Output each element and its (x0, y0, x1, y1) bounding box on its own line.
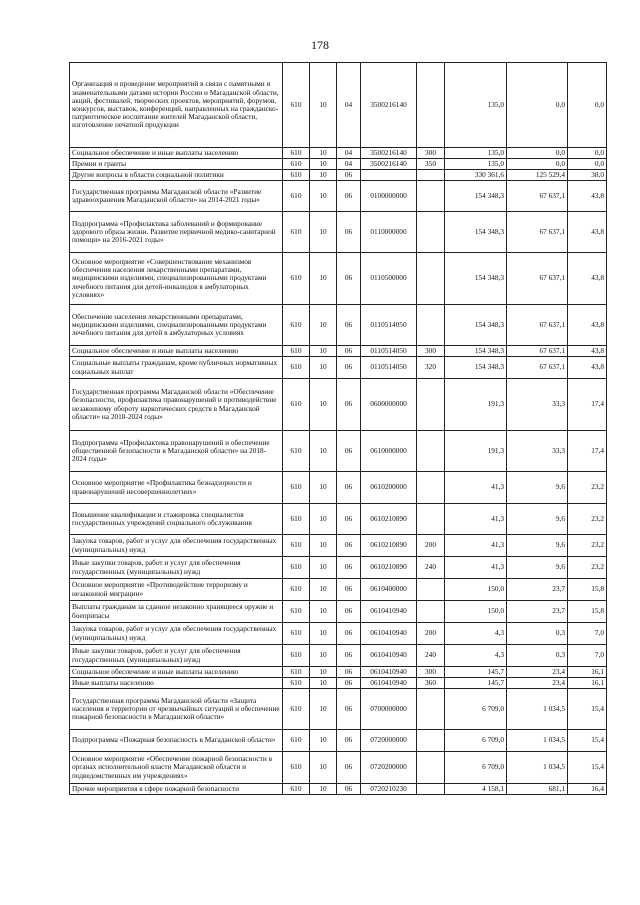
table-row (70, 535, 607, 557)
cell-admin-code: 610 (283, 579, 310, 601)
cell-expense-type (417, 504, 445, 535)
cell-execution-percent: 43,8 (568, 253, 607, 305)
cell-target-article: 0110514050 (361, 357, 417, 379)
cell-section-code: 10 (310, 601, 337, 623)
cell-description: Подпрограмма «Пожарная безопасность в Магаданской области» (70, 730, 283, 752)
cell-actual-amount: 33,3 (507, 431, 568, 472)
cell-actual-amount: 9,6 (507, 472, 568, 504)
cell-actual-amount: 67 637,1 (507, 253, 568, 305)
cell-expense-type: 300 (417, 346, 445, 357)
cell-target-article: 0110500000 (361, 253, 417, 305)
cell-admin-code: 610 (283, 784, 310, 795)
cell-planned-amount: 41,3 (445, 504, 507, 535)
cell-execution-percent: 15,4 (568, 689, 607, 730)
cell-actual-amount: 0,0 (507, 148, 568, 159)
cell-actual-amount: 1 034,5 (507, 730, 568, 752)
cell-description: Иные закупки товаров, работ и услуг для обеспечения государственных (муниципальных) нужд (70, 645, 283, 667)
cell-description: Другие вопросы в области социальной политики (70, 170, 283, 181)
cell-planned-amount: 154 348,3 (445, 253, 507, 305)
cell-target-article: 0720200000 (361, 752, 417, 784)
cell-execution-percent: 16,1 (568, 678, 607, 689)
cell-admin-code: 610 (283, 472, 310, 504)
cell-expense-type (417, 579, 445, 601)
page-number: 178 (311, 38, 329, 52)
cell-section-code: 10 (310, 357, 337, 379)
cell-execution-percent: 43,8 (568, 357, 607, 379)
cell-section-code: 10 (310, 535, 337, 557)
table-row (70, 730, 607, 752)
cell-admin-code: 610 (283, 346, 310, 357)
cell-expense-type (417, 253, 445, 305)
cell-execution-percent: 7,0 (568, 645, 607, 667)
cell-admin-code: 610 (283, 212, 310, 253)
cell-target-article: 0610410940 (361, 623, 417, 645)
table-row (70, 623, 607, 645)
cell-description: Основное мероприятие «Противодействие терроризму и незаконной миграции» (70, 579, 283, 601)
cell-actual-amount: 0,3 (507, 645, 568, 667)
cell-execution-percent: 43,8 (568, 181, 607, 212)
cell-section-code: 10 (310, 212, 337, 253)
cell-execution-percent: 16,1 (568, 667, 607, 678)
cell-execution-percent: 15,8 (568, 579, 607, 601)
cell-description: Иные закупки товаров, работ и услуг для обеспечения государственных (муниципальных) нужд (70, 557, 283, 579)
cell-actual-amount: 67 637,1 (507, 305, 568, 346)
cell-target-article: 0110514050 (361, 305, 417, 346)
cell-admin-code: 610 (283, 689, 310, 730)
cell-subsection-code: 06 (337, 601, 361, 623)
cell-execution-percent: 23,2 (568, 504, 607, 535)
cell-subsection-code: 06 (337, 504, 361, 535)
cell-section-code: 10 (310, 472, 337, 504)
cell-admin-code: 610 (283, 730, 310, 752)
cell-section-code: 10 (310, 346, 337, 357)
cell-section-code: 10 (310, 557, 337, 579)
cell-section-code: 10 (310, 579, 337, 601)
cell-target-article: 0110514050 (361, 346, 417, 357)
cell-description: Подпрограмма «Профилактика правонарушений и обеспечение общественной безопасности в Магаданской области» на 2018-2024 годы» (70, 431, 283, 472)
cell-execution-percent: 7,0 (568, 623, 607, 645)
cell-execution-percent: 17,4 (568, 431, 607, 472)
cell-subsection-code: 06 (337, 752, 361, 784)
cell-actual-amount: 67 637,1 (507, 357, 568, 379)
cell-subsection-code: 06 (337, 212, 361, 253)
cell-description: Основное мероприятие «Профилактика безнадзорности и правонарушений несовершеннолетних» (70, 472, 283, 504)
cell-planned-amount: 41,3 (445, 557, 507, 579)
cell-expense-type (417, 63, 445, 148)
table-row (70, 253, 607, 305)
cell-actual-amount: 23,7 (507, 601, 568, 623)
cell-admin-code: 610 (283, 170, 310, 181)
cell-target-article: 0610200000 (361, 472, 417, 504)
table-row (70, 504, 607, 535)
cell-admin-code: 610 (283, 645, 310, 667)
table-row (70, 601, 607, 623)
table-row (70, 212, 607, 253)
cell-admin-code: 610 (283, 357, 310, 379)
cell-section-code: 10 (310, 170, 337, 181)
cell-section-code: 10 (310, 148, 337, 159)
cell-planned-amount: 6 709,0 (445, 689, 507, 730)
cell-description: Премии и гранты (70, 159, 283, 170)
cell-execution-percent: 16,4 (568, 784, 607, 795)
budget-table (69, 62, 607, 795)
cell-planned-amount: 150,0 (445, 579, 507, 601)
cell-execution-percent: 0,0 (568, 63, 607, 148)
cell-subsection-code: 04 (337, 63, 361, 148)
cell-description: Закупка товаров, работ и услуг для обеспечения государственных (муниципальных) нужд (70, 623, 283, 645)
cell-execution-percent: 43,8 (568, 305, 607, 346)
cell-execution-percent: 43,8 (568, 346, 607, 357)
cell-subsection-code: 06 (337, 645, 361, 667)
cell-target-article: 3500216140 (361, 159, 417, 170)
cell-execution-percent: 38,0 (568, 170, 607, 181)
cell-admin-code: 610 (283, 667, 310, 678)
cell-admin-code: 610 (283, 557, 310, 579)
cell-target-article: 0610410940 (361, 601, 417, 623)
cell-section-code: 10 (310, 305, 337, 346)
cell-actual-amount: 9,6 (507, 535, 568, 557)
cell-actual-amount: 23,4 (507, 667, 568, 678)
table-row (70, 689, 607, 730)
cell-target-article: 3500216140 (361, 63, 417, 148)
cell-subsection-code: 04 (337, 148, 361, 159)
cell-planned-amount: 150,0 (445, 601, 507, 623)
cell-subsection-code: 06 (337, 346, 361, 357)
cell-subsection-code: 06 (337, 689, 361, 730)
cell-admin-code: 610 (283, 601, 310, 623)
cell-description: Закупка товаров, работ и услуг для обеспечения государственных (муниципальных) нужд (70, 535, 283, 557)
cell-expense-type (417, 181, 445, 212)
cell-execution-percent: 0,0 (568, 148, 607, 159)
table-row (70, 63, 607, 148)
cell-planned-amount: 6 709,0 (445, 752, 507, 784)
table-row (70, 379, 607, 431)
cell-actual-amount: 67 637,1 (507, 346, 568, 357)
cell-planned-amount: 4,3 (445, 623, 507, 645)
cell-subsection-code: 04 (337, 159, 361, 170)
cell-section-code: 10 (310, 784, 337, 795)
cell-admin-code: 610 (283, 181, 310, 212)
cell-planned-amount: 135,0 (445, 63, 507, 148)
cell-target-article: 0610410940 (361, 645, 417, 667)
cell-subsection-code: 06 (337, 181, 361, 212)
cell-admin-code: 610 (283, 752, 310, 784)
cell-actual-amount: 67 637,1 (507, 181, 568, 212)
cell-subsection-code: 06 (337, 623, 361, 645)
cell-planned-amount: 154 348,3 (445, 357, 507, 379)
cell-subsection-code: 06 (337, 667, 361, 678)
cell-planned-amount: 191,3 (445, 431, 507, 472)
cell-section-code: 10 (310, 159, 337, 170)
cell-admin-code: 610 (283, 504, 310, 535)
cell-planned-amount: 154 348,3 (445, 346, 507, 357)
cell-expense-type (417, 730, 445, 752)
table-row (70, 752, 607, 784)
cell-target-article: 0610410940 (361, 667, 417, 678)
cell-planned-amount: 4 158,1 (445, 784, 507, 795)
table-row (70, 784, 607, 795)
cell-actual-amount: 23,7 (507, 579, 568, 601)
cell-actual-amount: 125 529,4 (507, 170, 568, 181)
cell-description: Иные выплаты населению (70, 678, 283, 689)
cell-execution-percent: 15,8 (568, 601, 607, 623)
cell-actual-amount: 23,4 (507, 678, 568, 689)
cell-section-code: 10 (310, 689, 337, 730)
cell-section-code: 10 (310, 181, 337, 212)
cell-subsection-code: 06 (337, 379, 361, 431)
cell-admin-code: 610 (283, 431, 310, 472)
cell-description: Государственная программа Магаданской области «Защита населения и территории от чрезвычайных ситуаций и обеспечение пожарной безопасности в Магаданской области» (70, 689, 283, 730)
cell-target-article: 0720210230 (361, 784, 417, 795)
cell-expense-type (417, 689, 445, 730)
cell-expense-type: 350 (417, 159, 445, 170)
table-row (70, 431, 607, 472)
cell-section-code: 10 (310, 752, 337, 784)
cell-admin-code: 610 (283, 63, 310, 148)
cell-admin-code: 610 (283, 623, 310, 645)
table-row (70, 357, 607, 379)
cell-planned-amount: 154 348,3 (445, 212, 507, 253)
cell-execution-percent: 17,4 (568, 379, 607, 431)
cell-actual-amount: 0,0 (507, 63, 568, 148)
cell-subsection-code: 06 (337, 579, 361, 601)
cell-execution-percent: 15,4 (568, 752, 607, 784)
cell-expense-type (417, 305, 445, 346)
cell-subsection-code: 06 (337, 730, 361, 752)
cell-description: Повышение квалификации и стажировка специалистов государственных учреждений социального обслуживания (70, 504, 283, 535)
cell-description: Социальное обеспечение и иные выплаты населению (70, 148, 283, 159)
cell-subsection-code: 06 (337, 784, 361, 795)
cell-target-article (361, 170, 417, 181)
cell-subsection-code: 06 (337, 431, 361, 472)
cell-actual-amount: 1 034,5 (507, 752, 568, 784)
cell-planned-amount: 6 709,0 (445, 730, 507, 752)
cell-planned-amount: 135,0 (445, 159, 507, 170)
cell-section-code: 10 (310, 379, 337, 431)
table-row (70, 667, 607, 678)
cell-section-code: 10 (310, 253, 337, 305)
cell-expense-type: 240 (417, 557, 445, 579)
cell-subsection-code: 06 (337, 557, 361, 579)
cell-execution-percent: 15,4 (568, 730, 607, 752)
cell-description: Основное мероприятие «Совершенствование механизмов обеспечения населения лекарственными препаратами, медицинскими изделиями, специализированными продуктами лечебного питания для детей-инвалидов в амбулаторных условиях» (70, 253, 283, 305)
cell-description: Организация и проведение мероприятий в связи с памятными и знаменательными датами истории России и Магаданской области, акций, фестивалей, творческих проектов, мероприятий, форумов, конкурсов, выставок, конференций, направленных на гражданско-патриотическое воспитание жителей Магаданской области, изготовление печатной продукции (70, 63, 283, 148)
table-row (70, 159, 607, 170)
cell-expense-type: 360 (417, 678, 445, 689)
cell-description: Социальное обеспечение и иные выплаты населению (70, 346, 283, 357)
cell-subsection-code: 06 (337, 170, 361, 181)
cell-subsection-code: 06 (337, 305, 361, 346)
cell-target-article: 0610210890 (361, 504, 417, 535)
table-row (70, 181, 607, 212)
cell-expense-type: 240 (417, 645, 445, 667)
cell-target-article: 0100000000 (361, 181, 417, 212)
cell-actual-amount: 33,3 (507, 379, 568, 431)
cell-execution-percent: 23,2 (568, 472, 607, 504)
cell-admin-code: 610 (283, 159, 310, 170)
cell-expense-type (417, 170, 445, 181)
cell-target-article: 0610210890 (361, 557, 417, 579)
cell-execution-percent: 43,8 (568, 212, 607, 253)
cell-target-article: 0600000000 (361, 379, 417, 431)
cell-actual-amount: 9,6 (507, 504, 568, 535)
cell-section-code: 10 (310, 504, 337, 535)
cell-planned-amount: 330 361,6 (445, 170, 507, 181)
cell-admin-code: 610 (283, 148, 310, 159)
cell-target-article: 0610410940 (361, 678, 417, 689)
cell-planned-amount: 4,3 (445, 645, 507, 667)
cell-target-article: 0700000000 (361, 689, 417, 730)
cell-subsection-code: 06 (337, 535, 361, 557)
cell-subsection-code: 06 (337, 357, 361, 379)
cell-actual-amount: 1 034,5 (507, 689, 568, 730)
cell-section-code: 10 (310, 623, 337, 645)
cell-expense-type (417, 752, 445, 784)
cell-planned-amount: 191,3 (445, 379, 507, 431)
cell-planned-amount: 145,7 (445, 678, 507, 689)
table-row (70, 305, 607, 346)
table-row (70, 346, 607, 357)
cell-admin-code: 610 (283, 535, 310, 557)
cell-execution-percent: 23,2 (568, 557, 607, 579)
table-body (70, 63, 607, 795)
cell-admin-code: 610 (283, 379, 310, 431)
cell-actual-amount: 9,6 (507, 557, 568, 579)
cell-section-code: 10 (310, 667, 337, 678)
cell-expense-type (417, 212, 445, 253)
cell-target-article: 0610000000 (361, 431, 417, 472)
cell-expense-type (417, 431, 445, 472)
cell-section-code: 10 (310, 678, 337, 689)
cell-expense-type: 320 (417, 357, 445, 379)
table-row (70, 645, 607, 667)
cell-section-code: 10 (310, 645, 337, 667)
cell-expense-type: 300 (417, 667, 445, 678)
cell-planned-amount: 41,3 (445, 472, 507, 504)
cell-description: Социальное обеспечение и иные выплаты населению (70, 667, 283, 678)
cell-expense-type (417, 472, 445, 504)
cell-planned-amount: 41,3 (445, 535, 507, 557)
cell-description: Обеспечение населения лекарственными препаратами, медицинскими изделиями, специализированными продуктами лечебного питания для детей в амбулаторных условиях (70, 305, 283, 346)
cell-planned-amount: 145,7 (445, 667, 507, 678)
cell-description: Социальные выплаты гражданам, кроме публичных нормативных социальных выплат (70, 357, 283, 379)
table-row (70, 472, 607, 504)
cell-admin-code: 610 (283, 678, 310, 689)
cell-description: Выплаты гражданам за сданное незаконно хранящееся оружие и боеприпасы (70, 601, 283, 623)
cell-admin-code: 610 (283, 253, 310, 305)
cell-actual-amount: 0,3 (507, 623, 568, 645)
cell-description: Прочие мероприятия в сфере пожарной безопасности (70, 784, 283, 795)
cell-actual-amount: 681,1 (507, 784, 568, 795)
table-row (70, 678, 607, 689)
cell-section-code: 10 (310, 730, 337, 752)
cell-planned-amount: 154 348,3 (445, 305, 507, 346)
table-row (70, 148, 607, 159)
cell-expense-type (417, 379, 445, 431)
cell-actual-amount: 0,0 (507, 159, 568, 170)
cell-actual-amount: 67 637,1 (507, 212, 568, 253)
cell-target-article: 3500216140 (361, 148, 417, 159)
cell-expense-type: 200 (417, 623, 445, 645)
cell-description: Государственная программа Магаданской области «Развитие здравоохранения Магаданской области» на 2014-2021 годы» (70, 181, 283, 212)
cell-subsection-code: 06 (337, 253, 361, 305)
cell-section-code: 10 (310, 431, 337, 472)
table-row (70, 579, 607, 601)
table-row (70, 170, 607, 181)
cell-expense-type: 200 (417, 535, 445, 557)
cell-subsection-code: 06 (337, 678, 361, 689)
cell-description: Подпрограмма «Профилактика заболеваний и формирование здорового образа жизни. Развитие первичной медико-санитарной помощи» на 2016-2021 годы» (70, 212, 283, 253)
cell-execution-percent: 23,2 (568, 535, 607, 557)
table-row (70, 557, 607, 579)
cell-section-code: 10 (310, 63, 337, 148)
cell-target-article: 0720000000 (361, 730, 417, 752)
cell-description: Основное мероприятие «Обеспечение пожарной безопасности в органах исполнительной власти Магаданской области и подведомственных им учреждениях» (70, 752, 283, 784)
cell-expense-type (417, 601, 445, 623)
cell-execution-percent: 0,0 (568, 159, 607, 170)
cell-expense-type (417, 784, 445, 795)
cell-target-article: 0610400000 (361, 579, 417, 601)
cell-planned-amount: 135,0 (445, 148, 507, 159)
cell-subsection-code: 06 (337, 472, 361, 504)
cell-planned-amount: 154 348,3 (445, 181, 507, 212)
cell-target-article: 0110000000 (361, 212, 417, 253)
cell-description: Государственная программа Магаданской области «Обеспечение безопасности, профилактика правонарушений и противодействие незаконному обороту наркотических средств в Магаданской области» на 2018-2024 годы» (70, 379, 283, 431)
cell-admin-code: 610 (283, 305, 310, 346)
cell-target-article: 0610210890 (361, 535, 417, 557)
cell-expense-type: 300 (417, 148, 445, 159)
